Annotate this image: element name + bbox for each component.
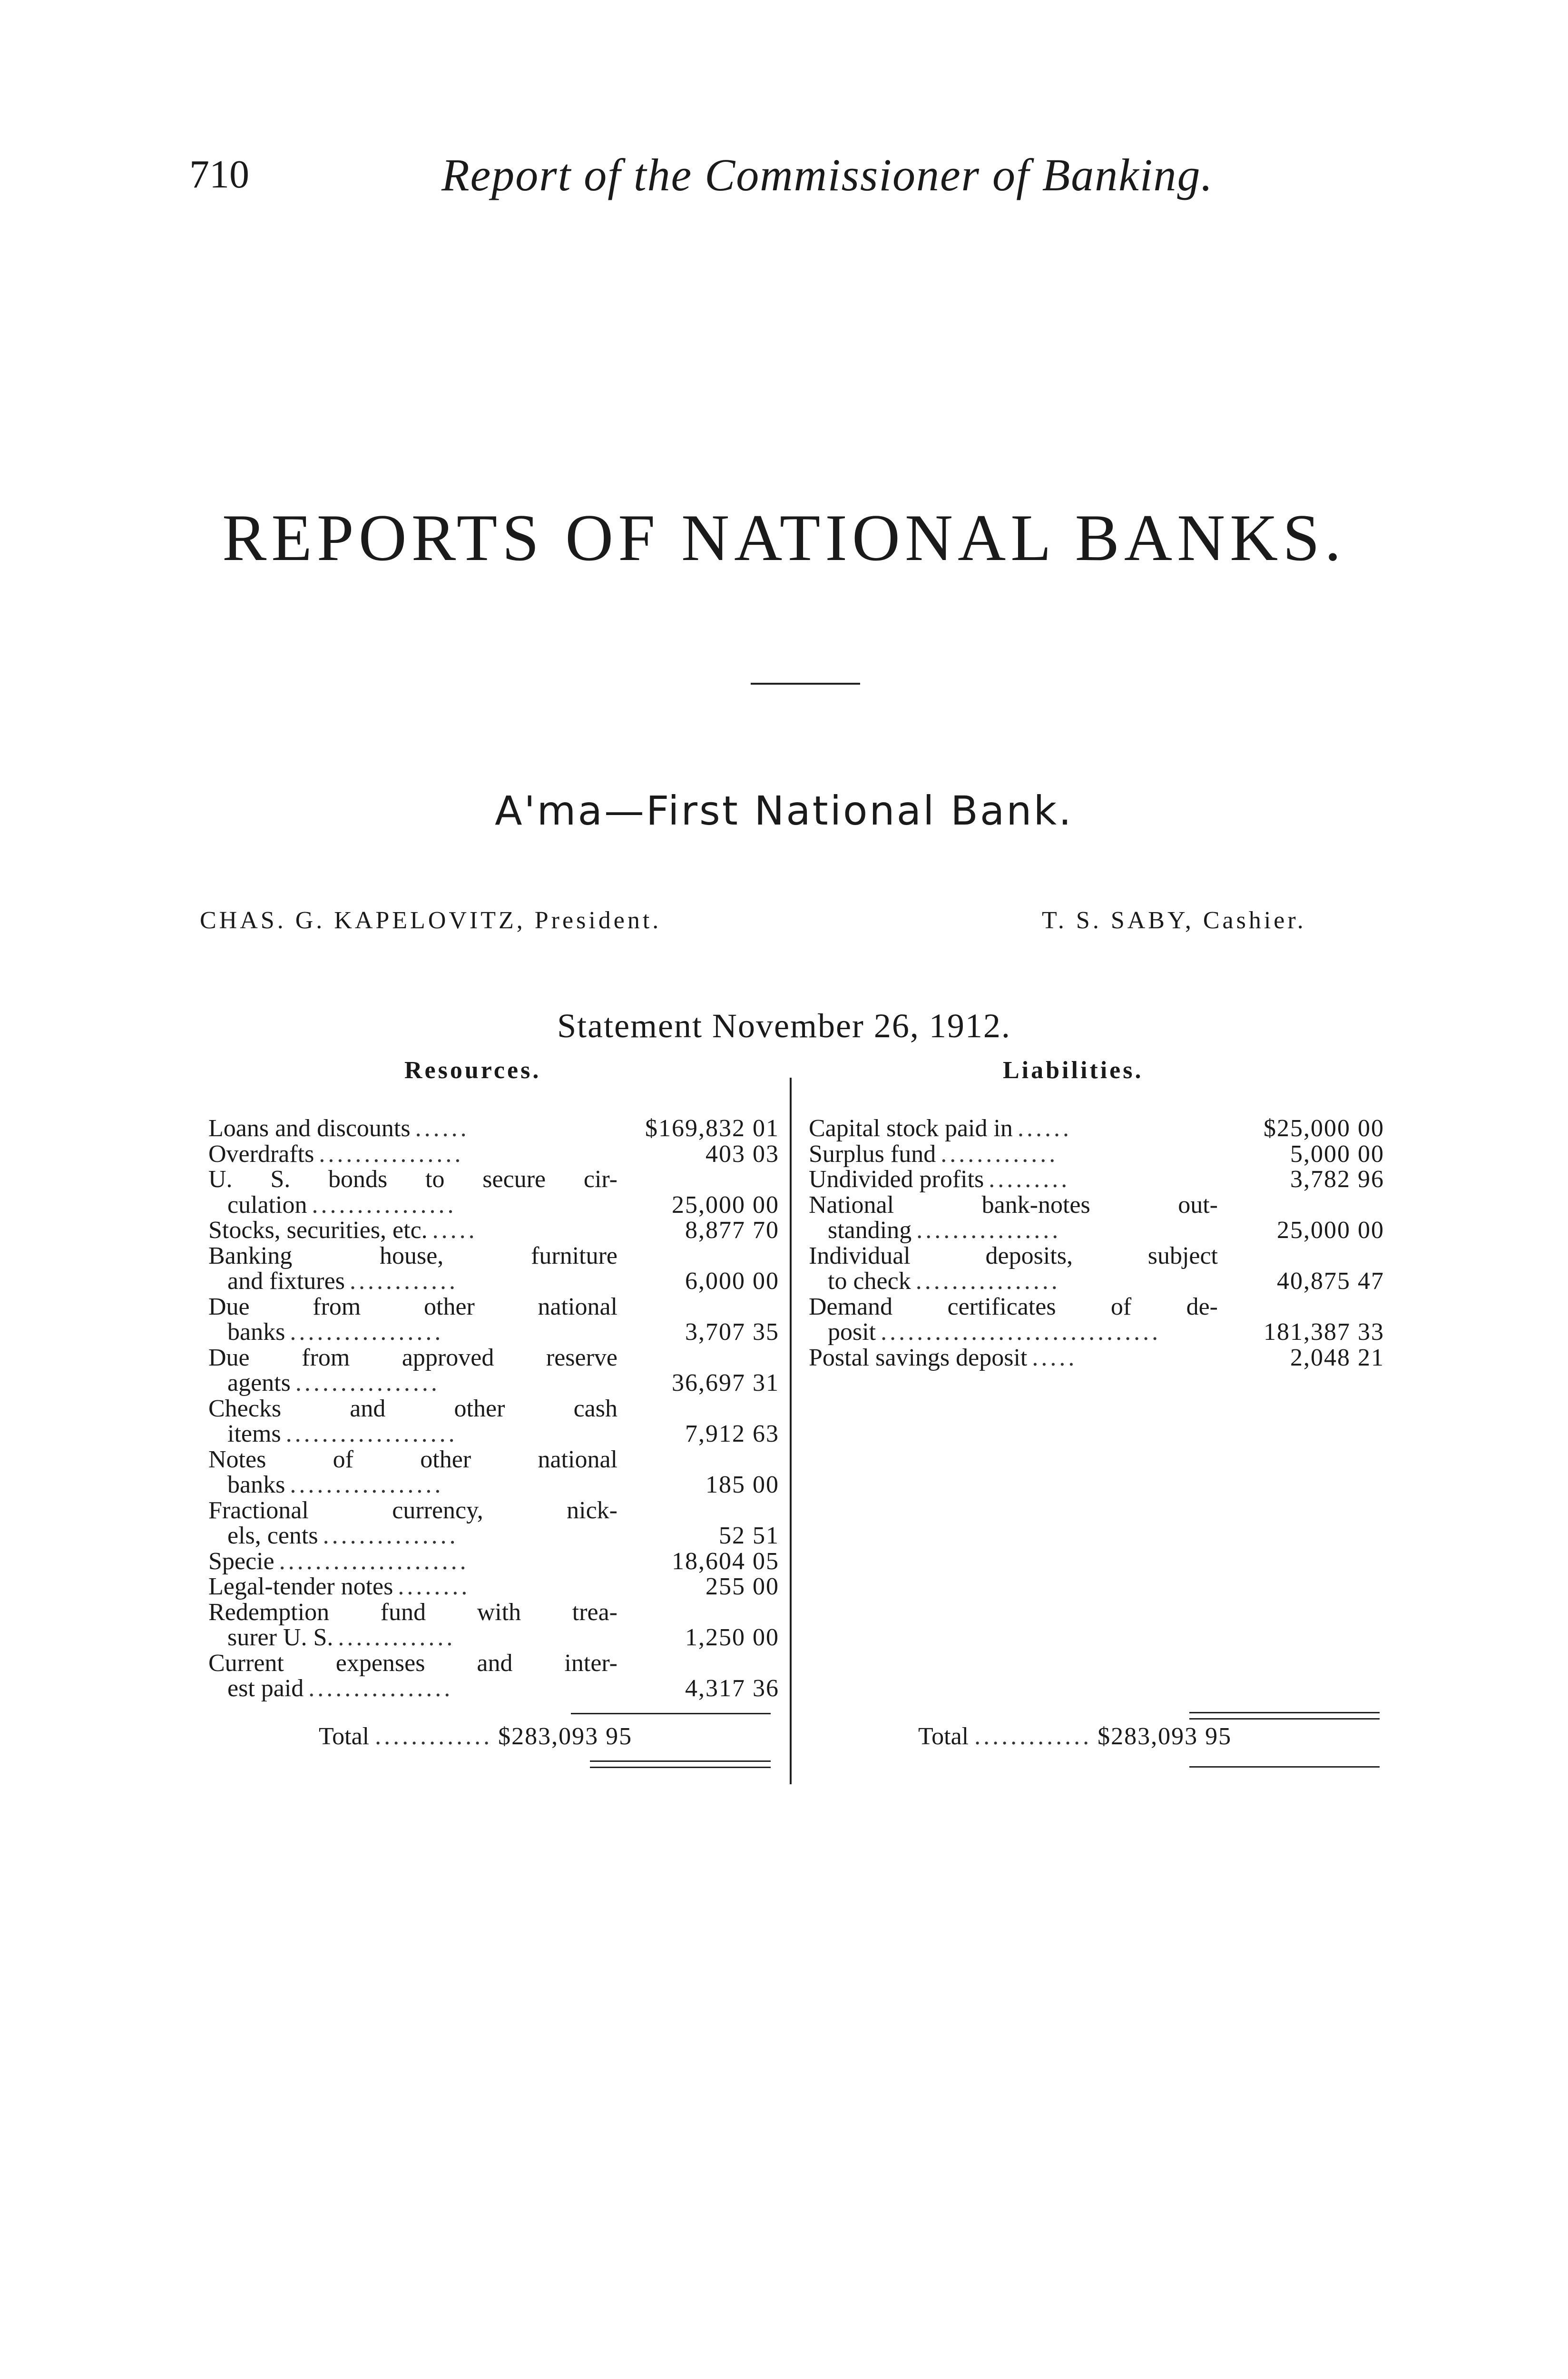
liabilities-total-amount: $283,093 95 [1098,1723,1232,1750]
liabilities-item-label-line: Capital stock paid in [809,1115,1013,1142]
resources-item-amount: 18,604 05 [672,1547,779,1575]
resources-item-amount: 403 03 [706,1140,779,1168]
resources-item-label-line: and fixtures [227,1268,345,1295]
resources-item-leader-dots: ..................... [279,1548,469,1574]
resources-item-row [208,1268,779,1294]
resources-item [208,1549,779,1574]
resources-item-row [208,1421,779,1447]
resources-item-label-line: Due from other national [208,1293,617,1320]
liabilities-item-row [809,1141,1384,1167]
liabilities-total-double-rule-top [1189,1712,1380,1720]
liabilities-table [809,1116,1384,1370]
liabilities-item-amount: 2,048 21 [1290,1344,1384,1371]
resources-item-amount: 8,877 70 [685,1217,779,1244]
column-divider [790,1078,792,1784]
resources-item-leader-dots: ............ [349,1268,458,1294]
resources-item-label-line: Notes of other national [208,1445,617,1473]
resources-total-double-rule [590,1760,771,1768]
resources-item-label-line: est paid [227,1675,304,1702]
resources-item-amount: 4,317 36 [685,1675,779,1702]
liabilities-item [809,1192,1384,1243]
liabilities-item-leader-dots: ...... [1017,1116,1072,1141]
liabilities-total-dots: ............. [974,1723,1092,1750]
resources-item-amount: 185 00 [706,1471,779,1498]
liabilities-total-bottom-rule [1189,1766,1380,1768]
resources-item-leader-dots: ................... [285,1421,458,1447]
resources-item [208,1651,779,1701]
resources-item-amount: 52 51 [719,1522,779,1549]
liabilities-item [809,1141,1384,1167]
resources-total-label: Total [319,1723,370,1750]
resources-item-label-line: Stocks, securities, etc. [208,1217,428,1244]
liabilities-item-label-line: to check [828,1268,911,1295]
running-head: Report of the Commissioner of Banking. [441,149,1214,200]
liabilities-item-leader-dots: ............................... [881,1319,1161,1345]
resources-item-row [208,1472,779,1498]
resources-heading: Resources. [404,1057,541,1084]
resources-item-label-line: Redemption fund with trea- [208,1598,617,1626]
statement-date: Statement November 26, 1912. [557,1007,1011,1045]
resources-total-dots: ............. [375,1723,493,1750]
liabilities-item-leader-dots: ................ [916,1218,1061,1243]
liabilities-item-label-line: posit [828,1318,876,1346]
resources-item [208,1167,779,1218]
resources-item [208,1345,779,1396]
liabilities-item-amount: 40,875 47 [1277,1268,1384,1295]
resources-item-label-line: banks [227,1471,285,1498]
resources-item-amount: 1,250 00 [685,1624,779,1651]
resources-item-label-line: Overdrafts [208,1140,314,1168]
resources-total-row [319,1722,771,1750]
resources-item-label-line: Fractional currency, nick- [208,1496,617,1524]
resources-item-amount: 3,707 35 [685,1318,779,1346]
page-number: 710 [189,152,249,197]
resources-item [208,1218,779,1243]
resources-item-row [208,1319,779,1345]
resources-item-row [208,1192,779,1218]
resources-item-leader-dots: ................ [295,1370,440,1396]
bank-name: A'ma—First National Bank. [495,787,1073,834]
resources-item-leader-dots: ................. [290,1472,444,1498]
resources-item-label-line: Due from approved reserve [208,1344,617,1371]
resources-item [208,1498,779,1549]
resources-total-amount: $283,093 95 [498,1723,633,1750]
liabilities-item-leader-dots: ......... [989,1167,1070,1192]
liabilities-item [809,1167,1384,1192]
resources-item-leader-dots: ................ [312,1192,457,1218]
resources-item-amount: 25,000 00 [672,1191,779,1219]
resources-item-row [208,1370,779,1396]
resources-item-leader-dots: ........ [398,1574,470,1600]
liabilities-item-row [809,1319,1384,1345]
resources-item-amount: 36,697 31 [672,1369,779,1396]
resources-table [208,1116,779,1701]
resources-item-label-line: els, cents [227,1522,318,1549]
resources-item-leader-dots: ...... [415,1116,470,1141]
president-line: CHAS. G. KAPELOVITZ, President. [200,907,662,934]
resources-item-label-line: Banking house, furniture [208,1242,617,1269]
liabilities-item-row [809,1167,1384,1192]
resources-item [208,1141,779,1167]
liabilities-item-leader-dots: ................ [915,1268,1060,1294]
resources-item-row [208,1676,779,1701]
liabilities-item-row [809,1268,1384,1294]
resources-item-row [208,1218,779,1243]
resources-item-label-line: banks [227,1318,285,1346]
liabilities-item [809,1116,1384,1141]
liabilities-item-label-line: Individual deposits, subject [809,1242,1218,1269]
section-title: REPORTS OF NATIONAL BANKS. [222,501,1346,575]
liabilities-item-label-line: Undivided profits [809,1166,984,1193]
resources-item-label-line: Legal-tender notes [208,1573,393,1600]
liabilities-item-amount: 3,782 96 [1290,1166,1384,1193]
resources-item-label-line: U. S. bonds to secure cir- [208,1166,617,1193]
liabilities-item-row [809,1116,1384,1141]
resources-item [208,1396,779,1447]
resources-item-label-line: Current expenses and inter- [208,1649,617,1677]
liabilities-item-label-line: Postal savings deposit [809,1344,1028,1371]
resources-item-row [208,1141,779,1167]
resources-item-amount: 7,912 63 [685,1420,779,1447]
resources-item [208,1600,779,1651]
resources-item-row [208,1523,779,1549]
resources-item-leader-dots: ............... [323,1523,459,1549]
resources-item [208,1447,779,1498]
resources-item-leader-dots: ..... [432,1218,478,1243]
liabilities-item [809,1345,1384,1371]
resources-item-label-line: Specie [208,1547,274,1575]
liabilities-item-leader-dots: ..... [1032,1345,1078,1370]
resources-item-label-line: agents [227,1369,291,1396]
resources-item-label-line: surer U. S. [227,1624,333,1651]
resources-item-leader-dots: ................ [319,1141,464,1167]
resources-item-label-line: items [227,1420,281,1447]
liabilities-item-amount: 181,387 33 [1264,1318,1384,1346]
resources-item-row [208,1549,779,1574]
resources-item-label-line: culation [227,1191,307,1219]
resources-total-rule [571,1713,771,1714]
resources-item-row [208,1625,779,1651]
resources-item [208,1294,779,1345]
liabilities-item-row [809,1345,1384,1371]
liabilities-item-label-line: standing [828,1217,912,1244]
resources-item-label-line: Loans and discounts [208,1115,411,1142]
resources-item-leader-dots: ................. [290,1319,444,1345]
liabilities-item-row [809,1218,1384,1243]
liabilities-item-amount: $25,000 00 [1264,1115,1384,1142]
resources-item [208,1574,779,1600]
liabilities-heading: Liabilities. [1003,1057,1144,1084]
resources-item [208,1116,779,1141]
liabilities-item-label-line: National bank-notes out- [809,1191,1218,1219]
liabilities-item-leader-dots: ............. [941,1141,1058,1167]
resources-item-leader-dots: ............. [338,1625,456,1651]
resources-item-amount: 6,000 00 [685,1268,779,1295]
liabilities-total-row [918,1722,1384,1750]
resources-item [208,1243,779,1294]
liabilities-total-label: Total [918,1723,969,1750]
resources-item-row [208,1574,779,1600]
resources-item-row [208,1116,779,1141]
liabilities-item [809,1243,1384,1294]
resources-item-leader-dots: ................ [308,1676,453,1701]
liabilities-item-label-line: Demand certificates of de- [809,1293,1218,1320]
resources-item-amount: 255 00 [706,1573,779,1600]
liabilities-item [809,1294,1384,1345]
cashier-line: T. S. SABY, Cashier. [1042,907,1306,934]
resources-item-label-line: Checks and other cash [208,1395,617,1422]
liabilities-item-label-line: Surplus fund [809,1140,936,1168]
liabilities-item-amount: 5,000 00 [1290,1140,1384,1168]
resources-item-amount: $169,832 01 [645,1115,779,1142]
liabilities-item-amount: 25,000 00 [1277,1217,1384,1244]
section-divider [751,683,860,685]
